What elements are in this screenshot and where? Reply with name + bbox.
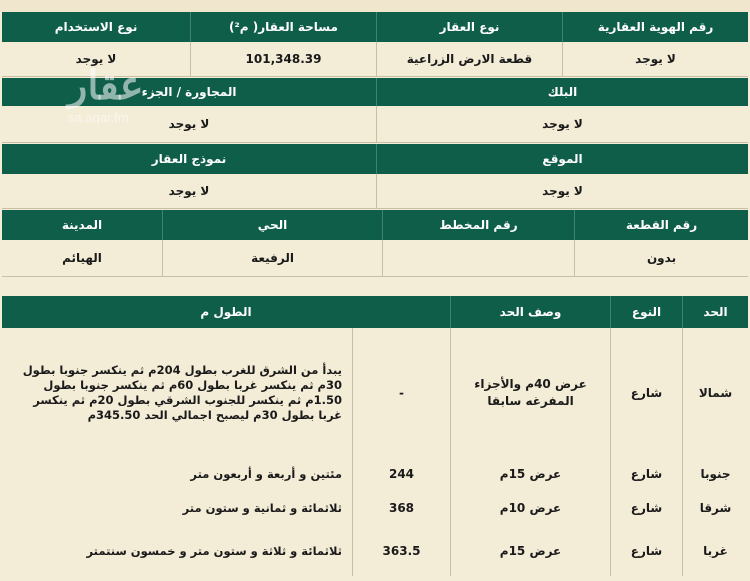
- east-description: عرض 10م: [450, 490, 610, 526]
- aqar-watermark: [68, 66, 144, 125]
- watermark-url: sa.aqar.fm: [68, 110, 129, 125]
- north-description: عرض 40م والأجزاء المفرغه سابقا: [450, 328, 610, 458]
- boundaries-header-row: [2, 296, 748, 328]
- north-side: شمالا: [682, 328, 748, 458]
- north-length: -: [352, 328, 450, 458]
- watermark-logo-text: عقار: [68, 64, 144, 108]
- east-length-text: ثلاثمائة و ثمانية و ستون متر: [182, 500, 342, 515]
- west-length-text: ثلاثمائة و ثلاثة و ستون متر و خمسون سنتمتر: [86, 543, 342, 558]
- value-location: لا يوجد: [376, 174, 748, 208]
- south-length-text: مئتين و أربعة و أربعون متر: [190, 466, 342, 481]
- east-side: شرقا: [682, 490, 748, 526]
- boundary-row-south: [2, 458, 748, 491]
- boundary-row-west: [2, 526, 748, 576]
- header-block: البلك: [376, 78, 748, 106]
- location-value-row: [2, 174, 748, 209]
- south-length: 244: [352, 458, 450, 490]
- south-type: شارع: [610, 458, 682, 490]
- boundary-row-east: [2, 490, 748, 527]
- north-type: شارع: [610, 328, 682, 458]
- plot-header-row: [2, 210, 748, 240]
- header-side: الحد: [682, 296, 748, 328]
- header-plan-number: رقم المخطط: [382, 210, 574, 240]
- header-location: الموقع: [376, 144, 748, 174]
- value-property-area: 101,348.39: [190, 42, 376, 76]
- header-district: الحي: [162, 210, 382, 240]
- west-description: عرض 15م: [450, 526, 610, 576]
- header-length: الطول م: [200, 305, 252, 319]
- value-city: الهيائم: [62, 251, 102, 265]
- value-district: الرفيعة: [162, 240, 382, 276]
- east-length: 368: [352, 490, 450, 526]
- property-info-header-row: [2, 12, 748, 42]
- value-property-type: قطعة الارض الزراعية: [376, 42, 562, 76]
- header-type: النوع: [610, 296, 682, 328]
- header-usage-type: نوع الاستخدام: [54, 20, 138, 34]
- header-description: وصف الحد: [450, 296, 610, 328]
- value-block: لا يوجد: [376, 106, 748, 142]
- west-length: 363.5: [352, 526, 450, 576]
- header-city: المدينة: [61, 218, 103, 232]
- header-property-area: مساحة العقار( م²): [190, 12, 376, 42]
- header-plot-number: رقم القطعة: [574, 210, 748, 240]
- header-property-id: رقم الهوية العقارية: [562, 12, 748, 42]
- east-type: شارع: [610, 490, 682, 526]
- value-property-id: لا يوجد: [562, 42, 748, 76]
- value-plot-number: بدون: [574, 240, 748, 276]
- value-plan-number: [382, 240, 574, 276]
- location-header-row: [2, 144, 748, 174]
- south-description: عرض 15م: [450, 458, 610, 490]
- north-length-text: يبدأ من الشرق للغرب بطول 204م ثم ينكسر جنوبا بطول 30م ثم ينكسر غربا بطول 60م ثم ينكسر جنوبا بطول 1.50م ثم ينكسر للجنوب الشرقي بطول 20م ثم ينكسر غربا بطول 30م ليصبح اجمالي الحد 345.50م: [22, 363, 342, 422]
- top-strip: [0, 0, 750, 12]
- value-neighborhood-part: لا يوجد: [168, 117, 210, 131]
- header-neighborhood-part: المجاورة / الجزء: [141, 85, 237, 99]
- header-property-type: نوع العقار: [376, 12, 562, 42]
- boundary-row-north: [2, 328, 748, 459]
- plot-value-row: [2, 240, 748, 277]
- value-usage-type: لا يوجد: [75, 52, 117, 66]
- value-property-model: لا يوجد: [168, 184, 210, 198]
- south-side: جنوبا: [682, 458, 748, 490]
- header-property-model: نموذج العقار: [151, 152, 227, 166]
- west-side: غربا: [682, 526, 748, 576]
- west-type: شارع: [610, 526, 682, 576]
